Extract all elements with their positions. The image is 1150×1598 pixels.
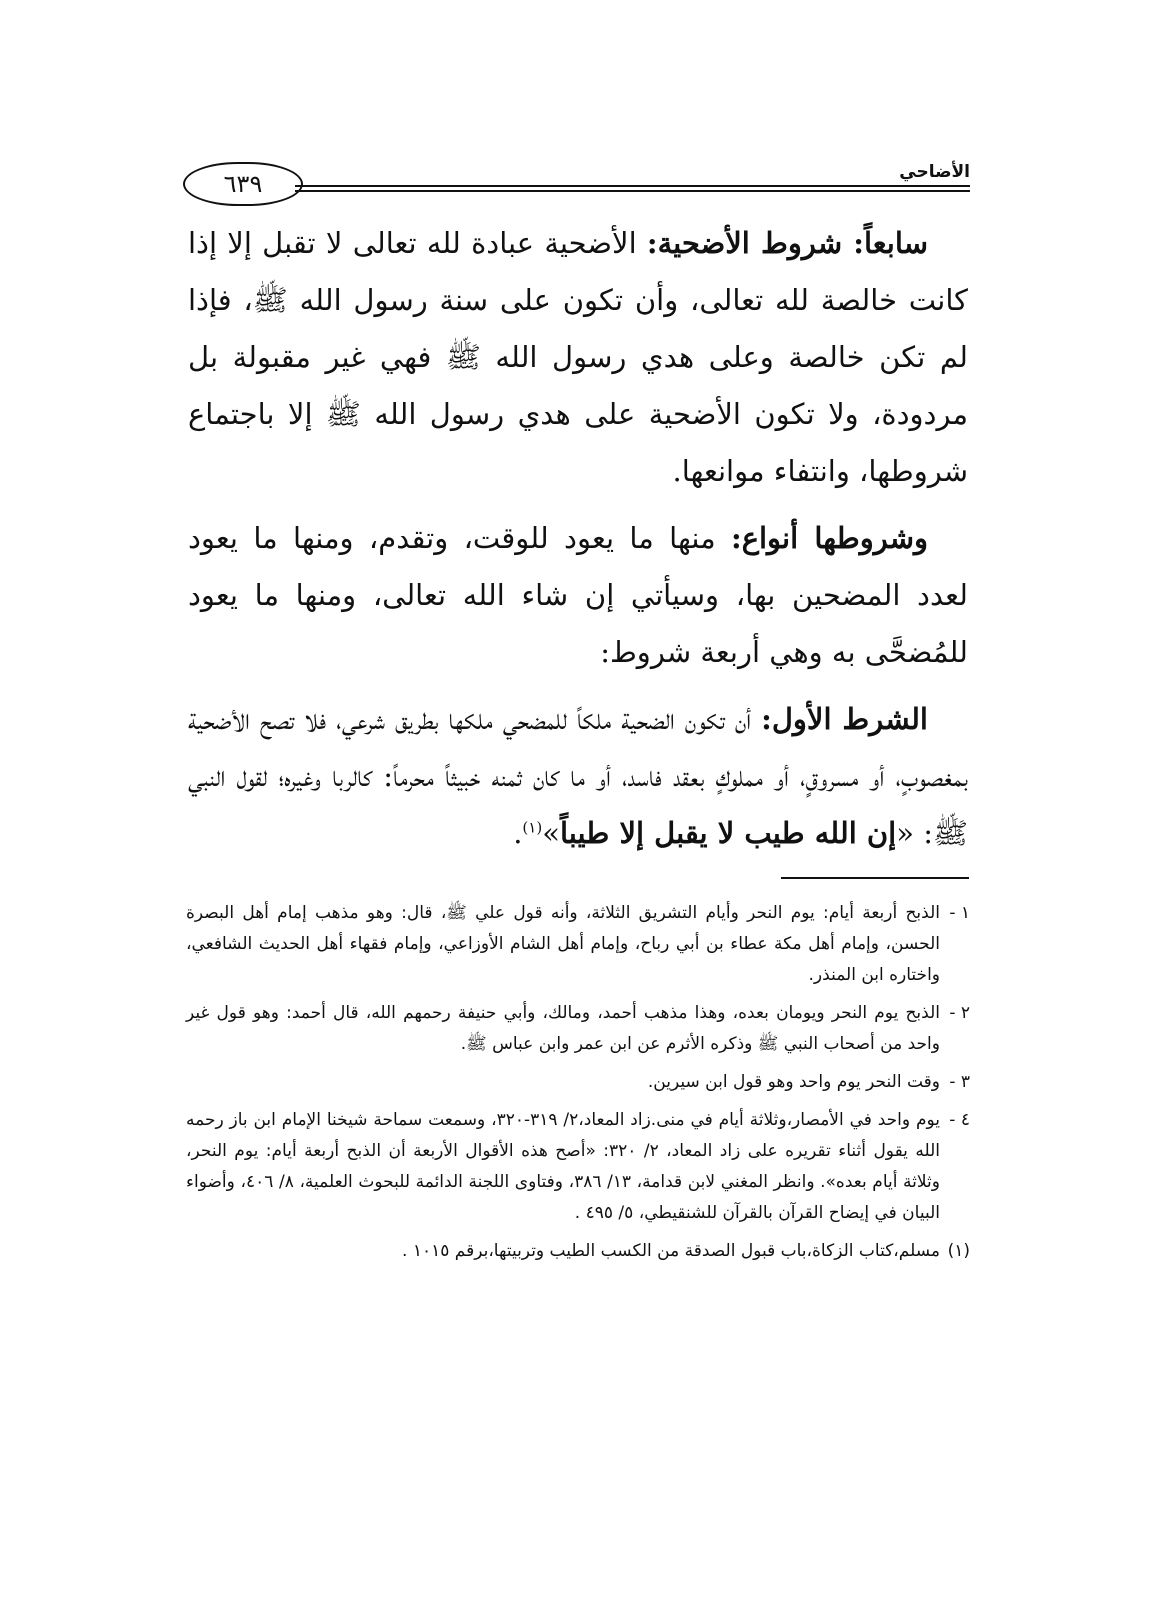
footnote-item: [186, 898, 970, 991]
main-text: [188, 215, 968, 872]
running-header-title: الأضاحي: [899, 162, 970, 182]
footnote-number: ٤ -: [949, 1110, 970, 1130]
page-header: [183, 158, 970, 208]
footnote-number: (١): [947, 1241, 970, 1261]
page-number-badge: ٦٣٩: [183, 162, 303, 206]
footnote-number: ٢ -: [949, 1003, 970, 1023]
footnote-text: يوم واحد في الأمصار،وثلاثة أيام في منى.زاد المعاد،٢/ ٣١٩-٣٢٠، وسمعت سماحة شيخنا الإمام ابن باز رحمه الله يقول أثناء تقريره على زاد المعاد، ٢/ ٣٢٠: «أصح هذه الأقوال الأربعة أن الذبح أربعة أيام: يوم النحر، وثلاثة أيام بعده». وانظر المغني لابن قدامة، ١٣/ ٣٨٦، وفتاوى اللجنة الدائمة للبحوث العلمية، ٨/ ٤٠٦، وأضواء البيان في إيضاح القرآن بالقرآن للشنقيطي، ٥/ ٤٩٥ .: [186, 1110, 940, 1223]
footnote-item: [186, 1236, 970, 1267]
paragraph-condition-types: [188, 510, 968, 681]
paragraph-text: منها ما يعود للوقت، وتقدم، ومنها ما يعود لعدد المضحين بها، وسيأتي إن شاء الله تعالى، ومنها ما يعود للمُضحَّى به وهي أربعة شروط:: [188, 521, 968, 669]
paragraph-first-condition: [188, 691, 968, 862]
footnote-text: الذبح أربعة أيام: يوم النحر وأيام التشريق الثلاثة، وأنه قول علي ﷺ، قال: وهو مذهب إمام أهل البصرة الحسن، وإمام أهل مكة عطاء بن أبي رباح، وإمام أهل الشام الأوزاعي، وإمام فقهاء أهل الحديث الشافعي، واختاره ابن المنذر.: [186, 903, 940, 985]
footnote-text: الذبح يوم النحر ويومان بعده، وهذا مذهب أحمد، ومالك، وأبي حنيفة رحمهم الله، قال أحمد: وهو قول غير واحد من أصحاب النبي ﷺ وذكره الأثرم عن ابن عمر وابن عباس ﷺ.: [186, 1003, 940, 1054]
paragraph-conditions-intro: [188, 215, 968, 500]
footnotes: [186, 898, 970, 1274]
footnote-item: [186, 1067, 970, 1098]
footnote-reference: (١): [522, 818, 543, 837]
paragraph-text: أن تكون الضحية ملكاً للمضحي ملكها بطريق شرعي، فلا تصح الأضحية بمغصوبٍ، أو مسروقٍ، أو مملوكٍ بعقد فاسد، أو ما كان ثمنه خبيثاً محرماً: كالربا وغيره؛ لقول النبي ﷺ: «: [188, 702, 968, 850]
footnote-number: ٣ -: [949, 1072, 970, 1092]
hadith-quote: إن الله طيب لا يقبل إلا طيباً: [559, 816, 897, 850]
paragraph-lead: وشروطها أنواع:: [730, 521, 928, 555]
footnote-divider: [781, 877, 969, 879]
footnote-item: [186, 998, 970, 1060]
footnote-number: ١ -: [949, 903, 970, 923]
footnote-item: [186, 1105, 970, 1229]
paragraph-text: الأضحية عبادة لله تعالى لا تقبل إلا إذا كانت خالصة لله تعالى، وأن تكون على سنة رسول الله ﷺ، فإذا لم تكن خالصة وعلى هدي رسول الله ﷺ فهي غير مقبولة بل مردودة، ولا تكون الأضحية على هدي رسول الله ﷺ إلا باجتماع شروطها، وانتفاء موانعها.: [188, 226, 968, 488]
header-rule: [295, 185, 970, 192]
footnote-text: وقت النحر يوم واحد وهو قول ابن سيرين.: [647, 1072, 940, 1092]
quote-close: »: [542, 816, 560, 850]
paragraph-lead: الشرط الأول:: [761, 702, 928, 736]
footnote-text: مسلم،كتاب الزكاة،باب قبول الصدقة من الكسب الطيب وتربيتها،برقم ١٠١٥ .: [402, 1241, 940, 1261]
sentence-end: .: [513, 816, 523, 850]
section-heading: سابعاً: شروط الأضحية:: [646, 226, 929, 260]
